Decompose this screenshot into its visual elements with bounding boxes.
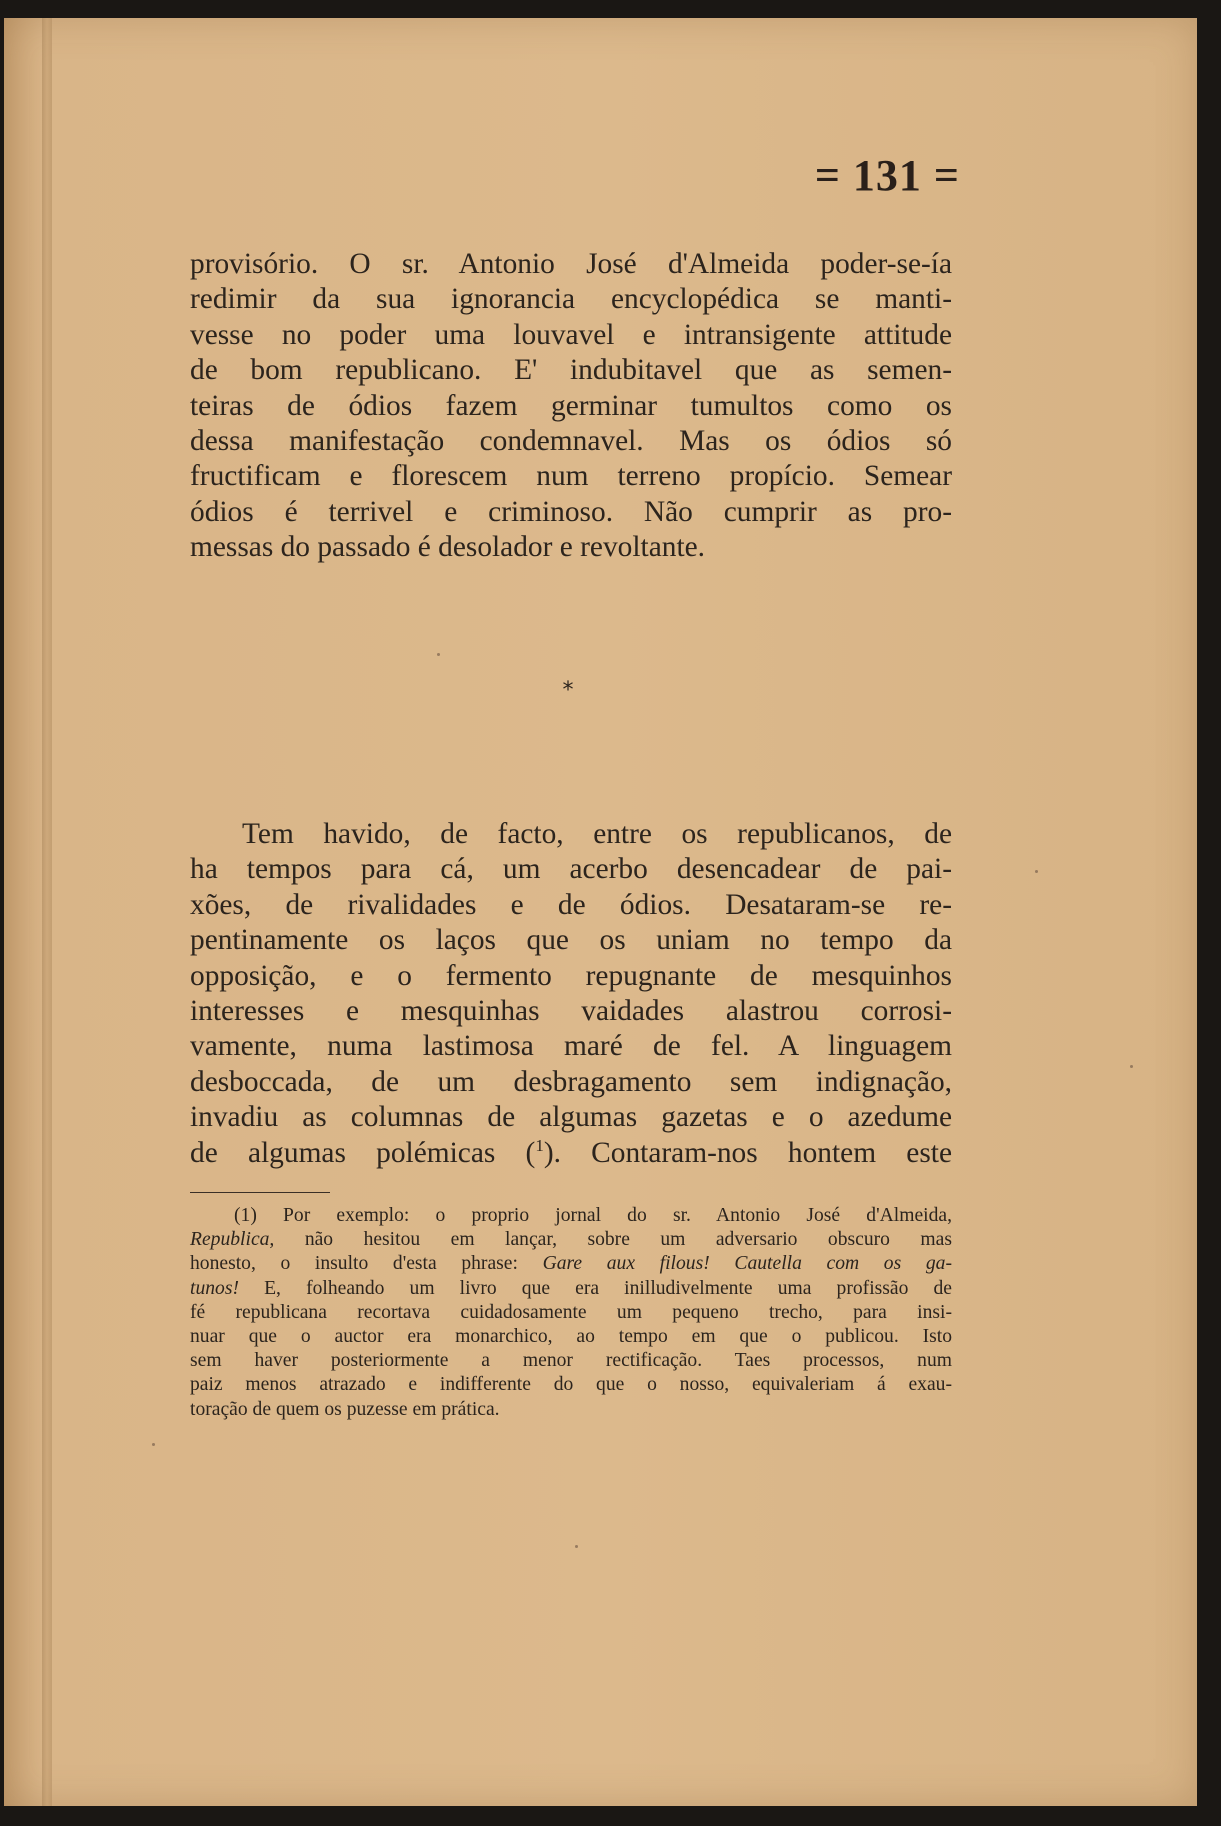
paragraph-2: [190, 817, 952, 1171]
footnote-line: [190, 1252, 952, 1276]
paper-speck: [575, 1545, 578, 1548]
footnote-line: toração de quem os puzesse em prática.: [190, 1398, 500, 1420]
text-line: desboccada, de um desbragamento sem indignação,: [190, 1065, 952, 1098]
paper-speck: [1130, 1065, 1133, 1068]
text-line: de bom republicano. E' indubitavel que as semen-: [190, 354, 952, 387]
footnote-line: fé republicana recortava cuidadosamente um pequeno trecho, para insi-: [190, 1301, 952, 1323]
text-line: vamente, numa lastimosa maré de fel. A linguagem: [190, 1030, 952, 1063]
paragraph-1: [190, 247, 952, 566]
text-line: interesses e mesquinhas vaidades alastrou corrosi-: [190, 995, 952, 1028]
text-segment: ). Contaram-nos hontem este: [543, 1136, 952, 1169]
section-separator-asterisk: *: [562, 678, 574, 703]
text-line: messas do passado é desolador e revoltante.: [190, 531, 705, 564]
paper-speck: [152, 1443, 155, 1446]
text-segment: honesto, o insulto d'esta phrase:: [190, 1253, 518, 1275]
footnote-divider: [190, 1192, 330, 1193]
text-line: fructificam e florescem num terreno propício. Semear: [190, 460, 952, 493]
italic-text: Republica,: [190, 1229, 275, 1251]
text-line: ha tempos para cá, um acerbo desencadear de pai-: [190, 853, 952, 886]
paper-speck: [1035, 870, 1038, 873]
text-line: redimir da sua ignorancia encyclopédica se manti-: [190, 283, 952, 316]
text-line: pentinamente os laços que os uniam no tempo da: [190, 924, 952, 957]
footnote-line: [190, 1204, 952, 1228]
footnote: [190, 1204, 952, 1422]
footnote-line: [190, 1277, 952, 1301]
footnote-line: nuar que o auctor era monarchico, ao tempo em que o publicou. Isto: [190, 1326, 952, 1348]
text-line: xões, de rivalidades e de ódios. Desataram-se re-: [190, 888, 952, 921]
footnote-line: paiz menos atrazado e indifferente do que o nosso, equivaleriam á exau-: [190, 1374, 952, 1396]
text-line-with-footnote-ref: [190, 1136, 952, 1171]
text-segment: não hesitou em lançar, sobre um adversario obscuro mas: [304, 1229, 952, 1251]
text-line: invadiu as columnas de algumas gazetas e o azedume: [190, 1101, 952, 1134]
italic-text: tunos!: [190, 1277, 239, 1299]
footnote-reference: 1: [535, 1135, 544, 1155]
italic-text: Gare aux filous! Cautella com os ga-: [542, 1253, 952, 1275]
page-binding-edge: [42, 18, 52, 1806]
text-line: Tem havido, de facto, entre os republicanos, de: [242, 818, 952, 850]
text-line: provisório. O sr. Antonio José d'Almeida poder-se-ía: [190, 248, 952, 280]
text-segment: de algumas polémicas (: [190, 1136, 536, 1169]
footnote-marker: (1): [234, 1205, 257, 1226]
text-segment: E, folheando um livro que era inilludivelmente uma profissão de: [264, 1277, 952, 1299]
text-segment: Por exemplo: o proprio jornal do sr. Antonio José d'Almeida,: [283, 1205, 952, 1226]
footnote-line: [190, 1228, 952, 1252]
page-number: = 131 =: [814, 151, 960, 200]
footnote-line: sem haver posteriormente a menor rectificação. Taes processos, num: [190, 1350, 952, 1372]
text-line: ódios é terrivel e criminoso. Não cumprir as pro-: [190, 495, 952, 528]
text-line: vesse no poder uma louvavel e intransigente attitude: [190, 318, 952, 351]
text-line: teiras de ódios fazem germinar tumultos como os: [190, 389, 952, 422]
text-line: opposição, e o fermento repugnante de mesquinhos: [190, 959, 952, 992]
text-line: dessa manifestação condemnavel. Mas os ódios só: [190, 425, 952, 458]
paper-speck: [437, 653, 440, 656]
